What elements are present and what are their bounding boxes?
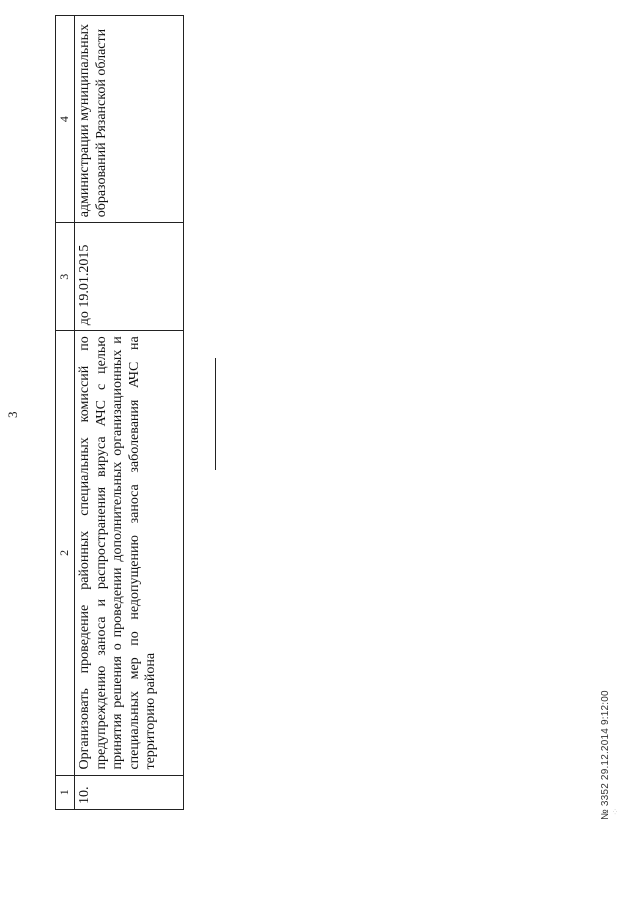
header-cell-3: 3 (56, 223, 75, 331)
page-number: 3 (5, 411, 20, 418)
header-cell-4: 4 (56, 16, 75, 223)
registration-stamp: № 3352 29.12.2014 9:12:00 (600, 690, 611, 820)
responsible-cell: администрации муниципальных образований Рязанской области (75, 16, 184, 223)
end-separator-line (215, 358, 216, 470)
table-header-row (56, 16, 75, 810)
measures-table (55, 15, 184, 810)
table-row (75, 16, 184, 810)
faint-scan-mark: ·:· (612, 808, 619, 815)
header-cell-1: 1 (56, 775, 75, 809)
header-cell-2: 2 (56, 331, 75, 775)
deadline-cell: до 19.01.2015 (75, 223, 184, 331)
task-description: Организовать проведение районных специальных комиссий по предупреждению заноса и распространения вируса АЧС с целью принятия решения о проведении дополнительных организационных и специальных мер по недопущению заноса заболевания АЧС на территорию района (75, 331, 184, 775)
row-number: 10. (75, 775, 184, 809)
